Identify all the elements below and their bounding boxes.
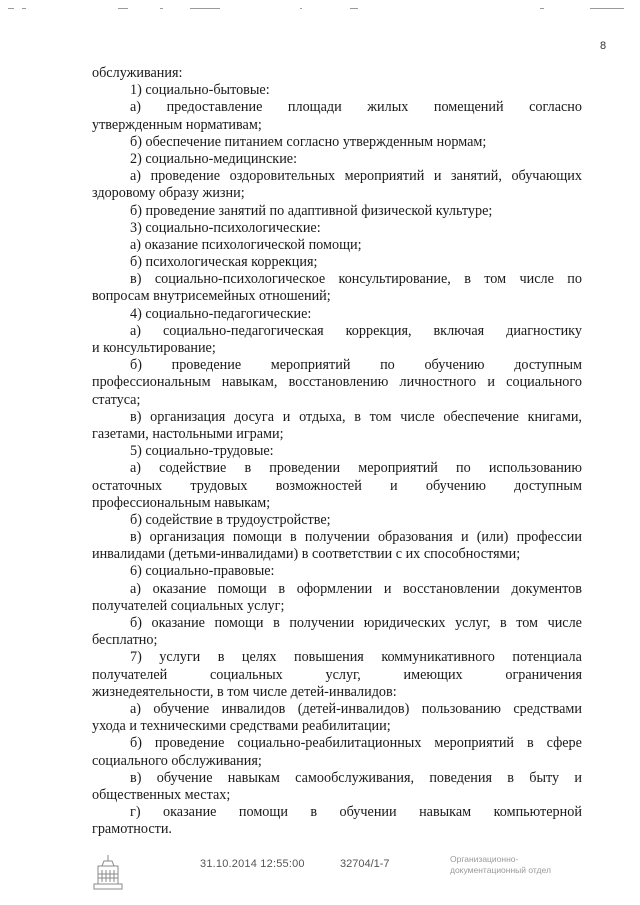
text-line: утвержденным нормативам; — [92, 116, 262, 133]
text-line: б) обеспечение питанием согласно утвержденным нормам; — [130, 133, 487, 150]
text-line: здоровому образу жизни; — [92, 185, 245, 202]
text-line: получателей социальных услуг; — [92, 597, 285, 614]
text-line: вопросам внутрисемейных отношений; — [92, 288, 331, 305]
text-line: б) оказание помощи в получении юридических услуг, в том числе — [130, 615, 582, 631]
text-line: жизнедеятельности, в том числе детей-инвалидов: — [92, 683, 397, 700]
text-line: а) проведение оздоровительных мероприятий и занятий, обучающих — [130, 168, 582, 185]
text-line: получателей социальных услуг, имеющих ограничения — [92, 666, 582, 683]
text-line: обслуживания: — [92, 65, 183, 81]
text-line: 5) социально-трудовые: — [130, 443, 274, 460]
document-body — [92, 65, 582, 838]
text-line: б) содействие в трудоустройстве; — [130, 511, 331, 528]
text-line: 2) социально-медицинские: — [130, 150, 298, 167]
document-footer — [0, 848, 640, 898]
scan-artifact-top — [0, 0, 640, 14]
text-line: б) проведение занятий по адаптивной физической культуре; — [130, 202, 493, 219]
footer-datetime: 31.10.2014 12:55:00 — [200, 858, 305, 870]
text-line: б) проведение мероприятий по обучению доступным — [130, 357, 582, 374]
footer-doc-code: 32704/1-7 — [340, 858, 390, 870]
text-line: а) обучение инвалидов (детей-инвалидов) пользованию средствами — [130, 700, 582, 717]
text-line: в) организация помощи в получении образования и (или) профессии — [130, 529, 582, 546]
text-line: 3) социально-психологические: — [130, 219, 321, 236]
text-line: а) оказание помощи в оформлении и восстановлении документов — [130, 580, 582, 597]
text-line: 1) социально-бытовые: — [130, 82, 270, 99]
text-line: общественных местах; — [92, 786, 231, 803]
text-line: и консультирование; — [92, 340, 216, 356]
text-line: в) организация досуга и отдыха, в том числе обеспечение книгами, — [130, 408, 582, 425]
text-line: а) предоставление площади жилых помещений согласно — [130, 99, 582, 116]
stamp-line-2: документационный отдел — [450, 865, 551, 875]
text-line: грамотности. — [92, 821, 172, 838]
stamp-line-1: Организационно- — [450, 854, 519, 864]
text-line: профессиональным навыкам, восстановлению личностного и социального — [92, 374, 582, 391]
text-line: г) оказание помощи в обучении навыкам компьютерной — [130, 804, 582, 821]
text-line: 4) социально-педагогические: — [130, 305, 312, 322]
page-number: 8 — [600, 40, 607, 52]
text-line: газетами, настольными играми; — [92, 425, 284, 442]
text-line: в) социально-психологическое консультирование, в том числе по — [130, 271, 582, 288]
department-stamp — [450, 854, 590, 876]
building-stamp-icon — [90, 852, 126, 892]
text-line: статуса; — [92, 391, 141, 408]
text-line: а) социально-педагогическая коррекция, включая диагностику — [130, 322, 582, 339]
text-line: ухода и техническими средствами реабилитации; — [92, 718, 391, 735]
text-line: социального обслуживания; — [92, 752, 262, 769]
text-line: б) психологическая коррекция; — [130, 254, 318, 271]
text-line: профессиональным навыкам; — [92, 494, 271, 511]
text-line: инвалидами (детьми-инвалидами) в соответствии с их способностями; — [92, 546, 521, 563]
text-line: 7) услуги в целях повышения коммуникативного потенциала — [130, 649, 582, 666]
text-line: а) содействие в проведении мероприятий по использованию — [130, 460, 582, 477]
text-line: 6) социально-правовые: — [130, 563, 275, 580]
text-line: в) обучение навыкам самообслуживания, поведения в быту и — [130, 769, 582, 786]
text-line: бесплатно; — [92, 632, 158, 649]
text-line: остаточных трудовых возможностей и обучению доступным — [92, 477, 582, 494]
text-line: а) оказание психологической помощи; — [130, 236, 362, 253]
text-line: б) проведение социально-реабилитационных мероприятий в сфере — [130, 735, 582, 752]
